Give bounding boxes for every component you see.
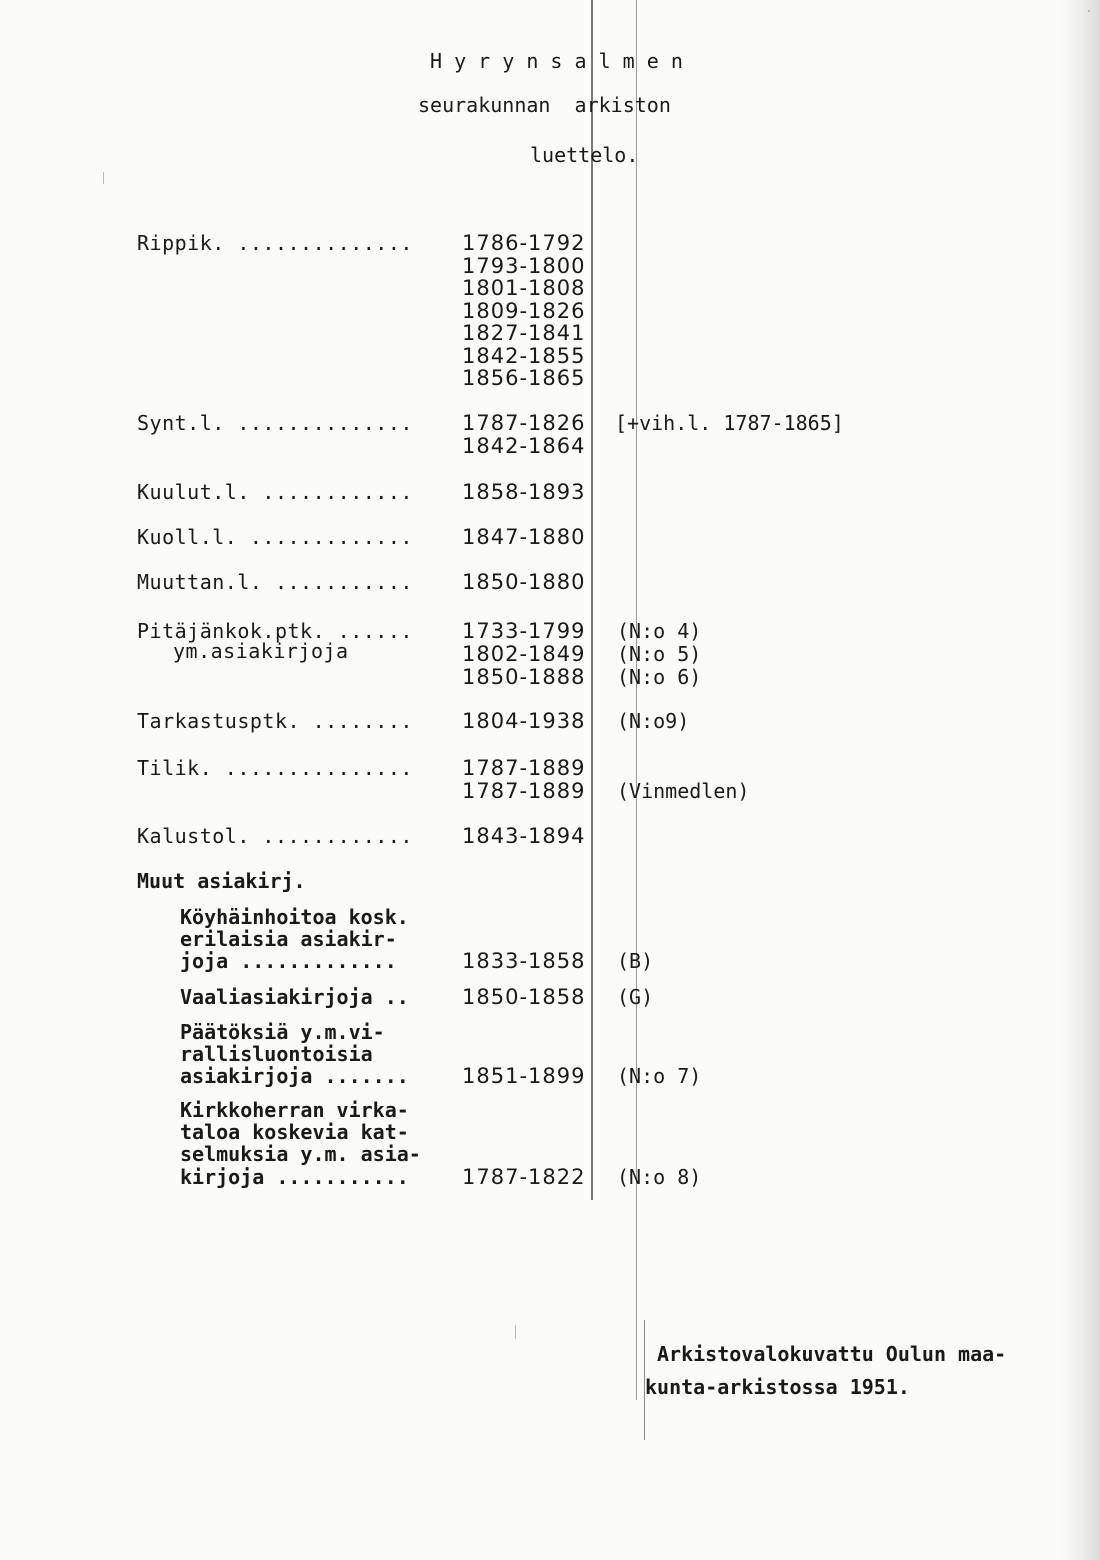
reference-note: (N:o 4) — [617, 619, 702, 643]
muut-item-label: Vaaliasiakirjoja .. — [180, 985, 409, 1009]
entry-label-pitajankok-2: ym.asiakirjoja — [173, 639, 349, 663]
reference-note: [+vih.l. 1787-1865] — [615, 411, 844, 435]
year-range: 1787-1889 — [462, 756, 586, 780]
year-range: 1851-1899 — [462, 1064, 586, 1088]
section-heading-muut: Muut asiakirj. — [137, 869, 306, 893]
scan-speck — [515, 1325, 516, 1339]
muut-item-label: asiakirjoja ....... — [180, 1064, 409, 1088]
year-range: 1856-1865 — [462, 366, 586, 390]
year-range: 1804-1938 — [462, 709, 586, 733]
title-line-1: H y r y n s a l m e n — [430, 49, 683, 73]
muut-item-label: rallisluontoisia — [180, 1042, 373, 1066]
year-range: 1786-1792 — [462, 231, 586, 255]
reference-note: (N:o 8) — [617, 1165, 702, 1189]
year-range: 1847-1880 — [462, 525, 586, 549]
reference-note: (N:o 5) — [617, 642, 702, 666]
title-line-2: seurakunnan arkiston — [418, 93, 671, 117]
reference-note: (N:o 6) — [617, 665, 702, 689]
reference-note: (G) — [617, 985, 654, 1009]
vertical-fold-line — [591, 0, 593, 1200]
scan-speck — [1088, 10, 1090, 12]
muut-item-label: Kirkkoherran virka- — [180, 1098, 409, 1122]
year-range: 1842-1864 — [462, 434, 586, 458]
year-range: 1787-1822 — [462, 1165, 586, 1189]
year-range: 1833-1858 — [462, 949, 586, 973]
entry-label-tarkastusptk: Tarkastusptk. ........ — [137, 709, 413, 733]
year-range: 1801-1808 — [462, 276, 586, 300]
year-range: 1793-1800 — [462, 253, 586, 278]
reference-note: (N:o 7) — [617, 1064, 702, 1088]
year-range: 1787-1889 — [462, 779, 586, 803]
entry-label-kalustol: Kalustol. ............ — [137, 824, 413, 848]
entry-label-kuoll: Kuoll.l. ............. — [137, 525, 413, 549]
scan-speck — [103, 172, 104, 184]
title-line-3: luettelo. — [530, 143, 639, 167]
year-range: 1827-1841 — [462, 321, 586, 345]
year-range: 1858-1893 — [462, 480, 586, 504]
year-range: 1850-1858 — [462, 985, 586, 1009]
year-range: 1850-1880 — [462, 570, 586, 594]
muut-item-label: kirjoja ........... — [180, 1165, 409, 1189]
footer-note-line-2: kunta-arkistossa 1951. — [645, 1375, 910, 1399]
entry-label-rippik: Rippik. .............. — [137, 231, 413, 255]
entry-label-synt: Synt.l. .............. — [137, 411, 413, 435]
year-range: 1733-1799 — [462, 619, 586, 643]
muut-item-label: erilaisia asiakir- — [180, 927, 397, 951]
vertical-fold-line-2 — [636, 0, 637, 1400]
muut-item-label: Köyhäinhoitoa kosk. — [180, 905, 409, 929]
entry-label-pitajankok: Pitäjänkok.ptk. ...... — [137, 619, 413, 643]
year-range: 1802-1849 — [462, 642, 586, 666]
reference-note: (N:o9) — [617, 709, 690, 733]
reference-note: (Vinmedlen) — [617, 779, 750, 803]
muut-item-label: Päätöksiä y.m.vi- — [180, 1020, 385, 1044]
year-range: 1809-1826 — [462, 298, 586, 323]
entry-label-muuttan: Muuttan.l. ........... — [137, 570, 413, 594]
muut-item-label: joja ............. — [180, 949, 397, 973]
muut-item-label: selmuksia y.m. asia- — [180, 1142, 421, 1166]
reference-note: (B) — [617, 949, 654, 973]
scan-edge-shadow — [1060, 0, 1100, 1560]
year-range: 1850-1888 — [462, 665, 586, 689]
year-range: 1842-1855 — [462, 343, 586, 368]
year-range: 1843-1894 — [462, 824, 586, 848]
entry-label-tilik: Tilik. ............... — [137, 756, 413, 780]
muut-item-label: taloa koskevia kat- — [180, 1120, 409, 1144]
entry-label-kuulut: Kuulut.l. ............ — [137, 480, 413, 504]
year-range: 1787-1826 — [462, 411, 586, 435]
footer-note-line-1: Arkistovalokuvattu Oulun maa- — [657, 1342, 1007, 1366]
